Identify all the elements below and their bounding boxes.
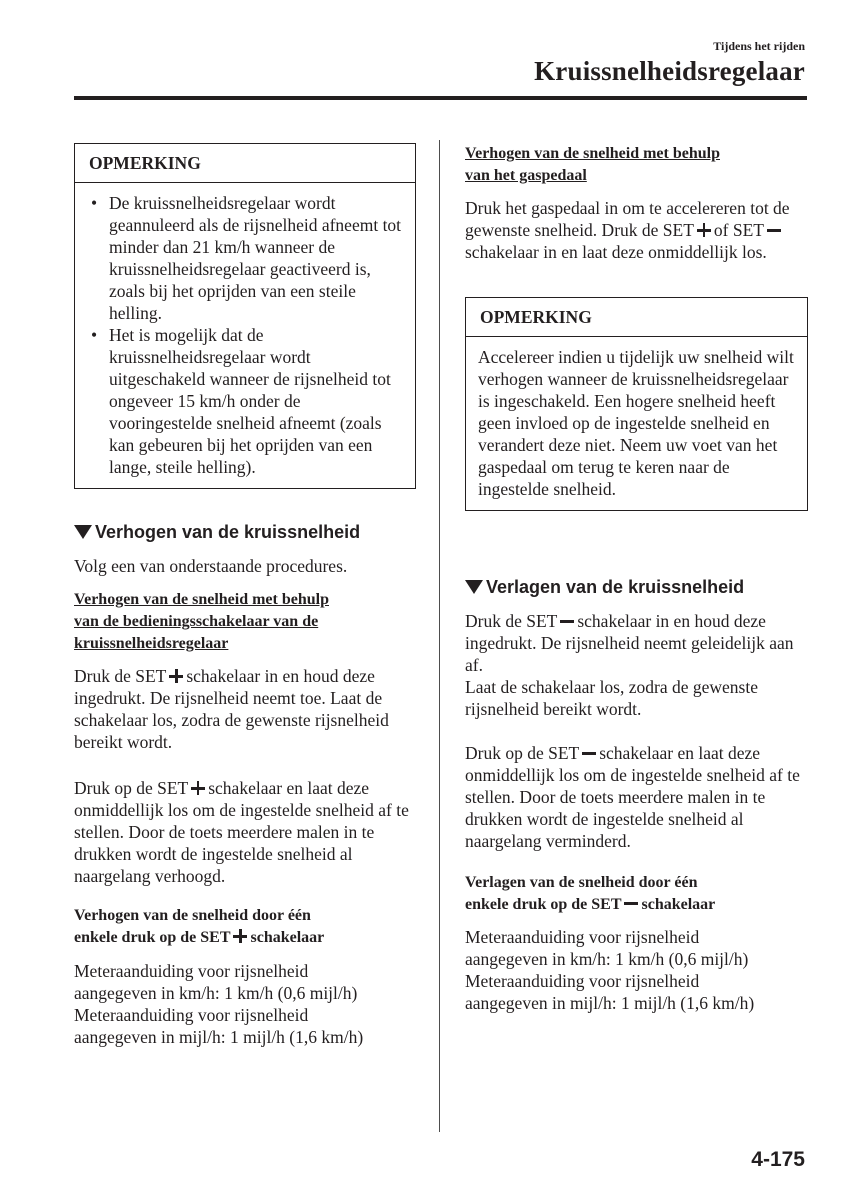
bold-heading: Verlagen van de snelheid door één enkele druk op de SET schakelaar [465, 874, 716, 913]
plus-icon [697, 223, 711, 237]
paragraph: Druk op de SET schakelaar en laat deze onmiddellijk los om de ingestelde snelheid af te stellen. Door de toets meerdere malen in te drukken wordt de ingestelde snelheid al naargelang verminderd. [465, 743, 800, 851]
note-title: OPMERKING [75, 144, 415, 183]
note-bullet: • De kruissnelheidsregelaar wordt geannuleerd als de rijsnelheid afneemt tot minder dan 21 km/h wanneer de kruissnelheidsregelaar geactiveerd is, zoals bij het oprijden van een steile helling. [87, 192, 405, 324]
plus-icon [169, 669, 183, 683]
note-box [465, 297, 808, 511]
plus-icon [233, 929, 247, 943]
header-rule [74, 96, 807, 100]
plus-icon [191, 781, 205, 795]
meter-info: Meteraanduiding voor rijsnelheid aangegeven in km/h: 1 km/h (0,6 mijl/h) Meteraanduiding voor rijsnelheid aangegeven in mijl/h: 1 mijl/h (1,6 km/h) [465, 927, 755, 1013]
page-title: Kruissnelheidsregelaar [534, 56, 805, 86]
sub-heading: Verhogen van de snelheid met behulp van de bedieningsschakelaar van de kruissnelheidsregelaar [74, 591, 329, 652]
page-number: 4-175 [751, 1148, 805, 1171]
minus-icon [560, 614, 574, 628]
minus-icon [582, 746, 596, 760]
note-title: OPMERKING [466, 298, 807, 337]
header-section-label: Tijdens het rijden [713, 39, 805, 53]
section-heading: Verhogen van de kruissnelheid [74, 521, 416, 543]
minus-icon [767, 223, 781, 237]
minus-icon [624, 896, 638, 910]
meter-info: Meteraanduiding voor rijsnelheid aangegeven in km/h: 1 km/h (0,6 mijl/h) Meteraanduiding voor rijsnelheid aangegeven in mijl/h: 1 mijl/h (1,6 km/h) [74, 961, 364, 1047]
paragraph: Druk de SET schakelaar in en houd deze ingedrukt. De rijsnelheid neemt geleidelijk aan af. Laat de schakelaar los, zodra de gewenste rijsnelheid bereikt wordt. [465, 611, 794, 719]
note-box [74, 143, 416, 489]
bold-heading: Verhogen van de snelheid door één enkele druk op de SET schakelaar [74, 907, 325, 946]
sub-heading: Verhogen van de snelheid met behulp van het gaspedaal [465, 145, 720, 184]
intro-text: Volg een van onderstaande procedures. [74, 556, 348, 576]
triangle-icon [465, 580, 483, 594]
note-body: Accelereer indien u tijdelijk uw snelheid wilt verhogen wanneer de kruissnelheidsregelaar is ingeschakeld. Een hogere snelheid heeft geen invloed op de ingestelde snelheid en verandert deze niet. Neem uw voet van het gaspedaal om terug te keren naar de ingestelde snelheid. [478, 347, 794, 499]
paragraph: Druk de SET schakelaar in en houd deze ingedrukt. De rijsnelheid neemt toe. Laat de schakelaar los, zodra de gewenste rijsnelheid bereikt wordt. [74, 666, 389, 752]
paragraph: Druk op de SET schakelaar en laat deze onmiddellijk los om de ingestelde snelheid af te stellen. Door de toets meerdere malen in te drukken wordt de ingestelde snelheid al naargelang verhoogd. [74, 778, 409, 886]
triangle-icon [74, 525, 92, 539]
paragraph: Druk het gaspedaal in om te accelereren tot de gewenste snelheid. Druk de SET of SETschakelaar in en laat deze onmiddellijk los. [465, 198, 790, 262]
section-heading: Verlagen van de kruissnelheid [465, 576, 808, 598]
note-bullet: • Het is mogelijk dat de kruissnelheidsregelaar wordt uitgeschakeld wanneer de rijsnelheid tot ongeveer 15 km/h onder de vooringestelde snelheid afneemt (zoals kan gebeuren bij het oprijden van een lange, steile helling). [87, 324, 405, 478]
column-divider [439, 140, 440, 1132]
